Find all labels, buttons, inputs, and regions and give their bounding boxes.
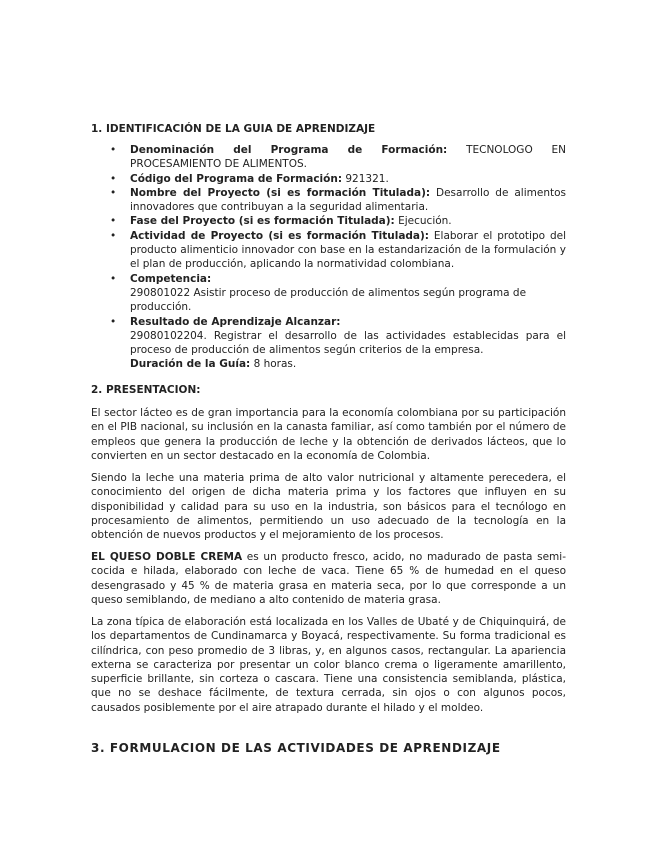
item-value: 29080102204. Registrar el desarrollo de las actividades establecidas para el proceso de producción de alimentos según criterios de la empresa. bbox=[130, 329, 566, 357]
list-item bbox=[90, 172, 566, 186]
presentation-paragraph-3 bbox=[91, 550, 566, 607]
item-label: Denominación del Programa de Formación: bbox=[130, 144, 448, 156]
bullet-icon: • bbox=[110, 272, 117, 285]
item-label: Actividad de Proyecto (si es formación Titulada): bbox=[130, 229, 430, 242]
duration-value: 8 horas. bbox=[250, 358, 297, 371]
list-item bbox=[90, 272, 566, 315]
product-name: EL QUESO DOBLE CREMA bbox=[91, 551, 243, 563]
item-label: Código del Programa de Formación: bbox=[130, 172, 343, 185]
section-3-title: 3. FORMULACION DE LAS ACTIVIDADES DE APRENDIZAJE bbox=[91, 741, 501, 755]
bullet-icon: • bbox=[110, 172, 117, 185]
presentation-paragraph-2: Siendo la leche una materia prima de alto valor nutricional y altamente perecedera, el conocimiento del origen de dicha materia prima y los factores que influyen en su disponibilidad y calidad para su uso en la industria, son básicos para el tecnólogo en procesamiento de alimentos, permitiendo un uso adecuado de la tecnología en la obtención de nuevos productos y el mejoramiento de los procesos. bbox=[91, 472, 566, 542]
bullet-icon: • bbox=[110, 215, 117, 228]
list-item bbox=[90, 315, 566, 372]
duration-label: Duración de la Guía: bbox=[130, 358, 251, 371]
section-1-title: 1. IDENTIFICACIÓN DE LA GUIA DE APRENDIZAJE bbox=[91, 123, 376, 135]
product-description: es un producto fresco, acido, no madurado de pasta semi-cocida e hilada, elaborado con leche de vaca. Tiene 65 % de humedad en el queso desengrasado y 45 % de materia grasa en materia seca, por lo que corresponde a un queso semiblando, de mediano a alto contenido de materia grasa. bbox=[91, 551, 566, 606]
item-value: 921321. bbox=[342, 172, 389, 185]
bullet-icon: • bbox=[110, 186, 117, 199]
list-item bbox=[90, 229, 566, 272]
item-value: Desarrollo de alimentos innovadores que contribuyan a la seguridad alimentaria. bbox=[130, 186, 566, 214]
item-label: Resultado de Aprendizaje Alcanzar: bbox=[130, 315, 341, 328]
presentation-paragraph-4: La zona típica de elaboración está localizada en los Valles de Ubaté y de Chiquinquirá, de los departamentos de Cundinamarca y Boyacá, respectivamente. Su forma tradicional es cilíndrica, con peso promedio de 3 libras, y, en algunos casos, rectangular. La apariencia externa se caracteriza por presentar un color blanco crema o ligeramente amarillento, superficie brillante, sin corteza o cascara. Tiene una consistencia semiblanda, plástica, que no se deshace fácilmente, de textura cerrada, sin ojos o con algunos pocos, causados posiblemente por el aire atrapado durante el hilado y el moldeo. bbox=[91, 616, 566, 714]
list-item bbox=[90, 214, 566, 228]
item-label: Nombre del Proyecto (si es formación Titulada): bbox=[130, 186, 431, 199]
presentation-paragraph-1: El sector lácteo es de gran importancia para la economía colombiana por su participación en el PIB nacional, su inclusión en la canasta familiar, así como también por el número de empleos que genera la producción de leche y la obtención de derivados lácteos, que lo convierten en un sector destacado en la economía de Colombia. bbox=[91, 407, 566, 462]
item-label: Fase del Proyecto (si es formación Titulada): bbox=[130, 215, 395, 228]
section-2-title: 2. PRESENTACION: bbox=[91, 384, 201, 396]
identification-list bbox=[90, 143, 566, 372]
list-item bbox=[90, 143, 566, 172]
item-value: Ejecución. bbox=[394, 215, 452, 228]
list-item bbox=[90, 186, 566, 215]
bullet-icon: • bbox=[110, 144, 117, 156]
bullet-icon: • bbox=[110, 315, 117, 328]
item-label: Competencia: bbox=[130, 272, 212, 285]
item-value: TECNOLOGO EN PROCESAMIENTO DE ALIMENTOS. bbox=[130, 144, 566, 171]
item-value: Elaborar el prototipo del producto alimenticio innovador con base en la estandarización de la formulación y el plan de producción, aplicando la normatividad colombiana. bbox=[130, 229, 566, 271]
item-value: 290801022 Asistir proceso de producción de alimentos según programa de producción. bbox=[130, 286, 527, 314]
bullet-icon: • bbox=[110, 229, 117, 242]
